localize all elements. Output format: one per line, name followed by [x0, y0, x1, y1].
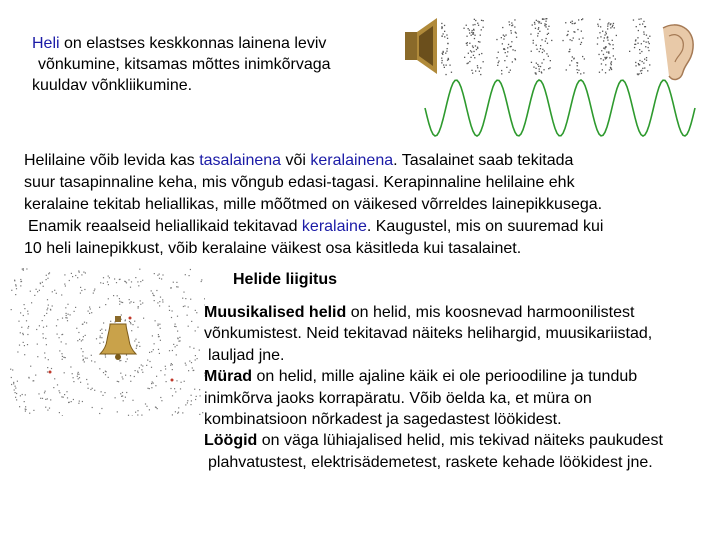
impact-sounds: Löögid on väga lühiajalised helid, mis tekivad näiteks paukudest — [204, 432, 663, 450]
noise-sounds: Mürad on helid, mille ajaline käik ei ole perioodiline ja tundub — [204, 368, 638, 386]
bell-illustration — [10, 268, 205, 416]
intro-line-2: võnkumine, kitsamas mõttes inimkõrvaga — [38, 56, 331, 73]
intro-line-1: Heli on elastses keskkonnas lainena leviv — [32, 35, 327, 52]
sound-classification: Muusikalised helid on helid, mis koosnevad harmoonilistest võnkumistest. Neid tekitavad näiteks helihargid, muusikariistad, lauljad jne. Mürad on helid, mille ajaline käik ei ole perioodiline ja tundub inimkõrva jaoks korrapäratu. Võib öelda ka, et müra on kombinatsioon nõrkadest ja sagedastest löökidest. Löögid on väga lühiajalised helid, mis tekivad näiteks paukudest plahvatustest, elektrisädemetest, raskete kehade löökidest jne. — [204, 302, 719, 473]
term-keralaine: keralainena — [310, 152, 394, 169]
sine-wave — [425, 80, 695, 136]
intro-line-3: kuuldav võnkliikumine. — [32, 77, 193, 94]
term-tasalaine: tasalainena — [199, 152, 282, 169]
compression-bands — [441, 18, 650, 75]
intro-text — [32, 33, 392, 96]
term-heli: Heli — [32, 35, 60, 52]
speaker-icon — [405, 18, 437, 74]
sound-wave-illustration — [405, 14, 705, 144]
classification-heading: Helide liigitus — [233, 271, 338, 288]
wave-types-paragraph: Helilaine võib levida kas tasalainena või keralainena. Tasalainet saab tekitada suur tasapinnaline keha, mis võngub edasi-tagasi. Kerapinnaline helilaine ehk keralaine tekitab heliallikas, mille mõõtmed on väikesed võrreldes lainepikkusega. Enamik reaalseid heliallikaid tekitavad keralaine. Kaugustel, mis on suuremad kui 10 heli lainepikkust, võib keralaine väikest osa käsitleda kui tasalainet. — [24, 152, 604, 257]
term-keralaine-2: keralaine — [301, 218, 367, 235]
ear-icon — [663, 25, 693, 80]
musical-sounds: Muusikalised helid on helid, mis koosnevad harmoonilistest — [204, 304, 635, 321]
